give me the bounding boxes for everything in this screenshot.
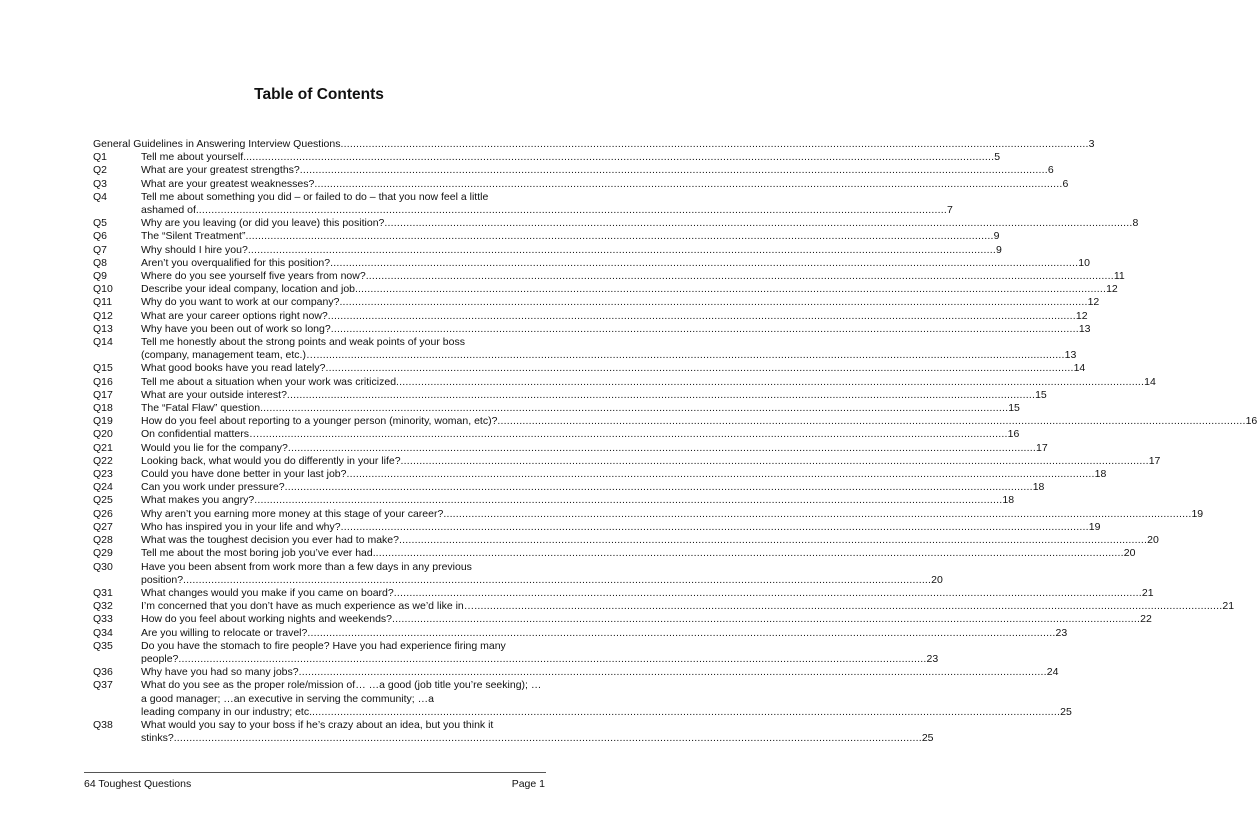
toc-dot-leader	[341, 521, 1089, 534]
toc-entry-line	[141, 652, 939, 666]
toc-entry[interactable]	[93, 164, 1054, 177]
toc-entry-text: Are you willing to relocate or travel?	[141, 626, 308, 639]
toc-dot-leader	[178, 653, 926, 666]
toc-question-number: Q34	[93, 626, 113, 639]
toc-entry-line	[141, 256, 1090, 270]
toc-question-number: Q38	[93, 718, 113, 731]
toc-entry-line	[141, 217, 1139, 230]
toc-page-number: 21	[1222, 600, 1235, 613]
toc-page-number: 14	[1144, 375, 1156, 388]
toc-entry[interactable]	[93, 481, 1045, 494]
toc-question-number: Q12	[93, 309, 113, 322]
toc-entry[interactable]	[93, 560, 943, 587]
toc-dot-leader	[328, 310, 1076, 323]
toc-entry-body	[141, 454, 1161, 468]
toc-dot-leader	[325, 362, 1073, 375]
toc-dot-leader	[392, 613, 1140, 626]
toc-dot-leader	[331, 323, 1079, 336]
toc-entry-text: Aren’t you overqualified for this position?	[141, 256, 331, 269]
toc-entry[interactable]	[93, 336, 1077, 362]
toc-entry-line	[141, 613, 1152, 626]
toc-page-number: 23	[926, 652, 939, 665]
toc-entry-body	[141, 494, 1015, 507]
toc-question-number: Q5	[93, 217, 108, 230]
toc-entry-text: ashamed of.	[141, 204, 199, 217]
toc-entry[interactable]	[93, 441, 1048, 455]
toc-page-number: 13	[1078, 322, 1091, 335]
toc-entry-line	[141, 732, 934, 745]
toc-entry-body	[141, 217, 1139, 230]
toc-dot-leader	[340, 138, 1088, 151]
toc-question-number: Q7	[93, 243, 108, 256]
toc-page-number: 12	[1087, 296, 1100, 309]
toc-entry[interactable]	[93, 362, 1086, 375]
toc-entry-text: What good books have you read lately?	[141, 362, 326, 375]
toc-question-number: Q31	[93, 586, 113, 599]
toc-entry[interactable]	[93, 626, 1068, 640]
toc-page-number: 20	[931, 573, 943, 586]
footer-page-number: Page 1	[511, 778, 545, 790]
toc-entry-body	[141, 520, 1101, 534]
toc-entry-line	[141, 151, 1001, 164]
toc-dot-leader	[299, 666, 1047, 679]
toc-entry-line	[141, 283, 1118, 296]
toc-entry-body	[141, 613, 1152, 626]
toc-entry-text: leading company in our industry; etc.	[141, 705, 313, 718]
toc-dot-leader	[260, 402, 1008, 415]
toc-entry[interactable]	[93, 322, 1091, 336]
toc-entry[interactable]	[93, 494, 1015, 507]
toc-page-number: 12	[1075, 309, 1088, 322]
toc-entry-line	[141, 468, 1107, 481]
toc-dot-leader	[497, 415, 1245, 428]
toc-question-number: Q25	[93, 494, 113, 507]
toc-dot-leader	[396, 376, 1144, 389]
toc-page-number: 19	[1191, 507, 1204, 520]
toc-dot-leader	[246, 151, 994, 164]
toc-entry-line	[141, 230, 1000, 243]
toc-entry-text: Tell me about yourself.	[141, 151, 247, 164]
toc-entry[interactable]	[93, 679, 1072, 719]
toc-entry-body	[141, 362, 1086, 375]
toc-page-number: 15	[1035, 388, 1047, 401]
toc-page-number: 3	[1088, 138, 1095, 150]
toc-entry-text: Could you have done better in your last job?	[141, 468, 347, 481]
toc-page-number: 18	[1002, 494, 1015, 507]
toc-entry-line	[141, 243, 1002, 257]
toc-entry-line	[141, 573, 943, 587]
toc-entry-line	[141, 428, 1020, 441]
toc-entry-body	[141, 164, 1054, 177]
toc-entry-body	[93, 138, 1095, 151]
toc-entry-body	[141, 270, 1125, 283]
toc-dot-leader	[259, 428, 1007, 441]
toc-entry[interactable]	[93, 190, 953, 217]
toc-entry-line	[141, 349, 1077, 362]
toc-entry-body	[141, 388, 1047, 402]
toc-dot-leader	[288, 442, 1036, 455]
toc-dot-leader	[339, 296, 1087, 309]
toc-entry-body	[141, 547, 1136, 560]
toc-page-number: 6	[1047, 164, 1054, 177]
toc-entry-body	[141, 481, 1045, 494]
toc-entry-text: What are your greatest weaknesses?	[141, 177, 315, 190]
toc-page-number: 18	[1032, 481, 1045, 494]
toc-entry-text-first-line: What would you say to your boss if he’s crazy about an idea, but you think it	[141, 718, 494, 731]
toc-entry[interactable]	[93, 138, 1095, 151]
toc-entry-body	[141, 626, 1068, 640]
toc-dot-leader	[314, 178, 1062, 191]
toc-page-number: 6	[1062, 177, 1069, 190]
toc-entry[interactable]	[93, 468, 1107, 481]
toc-question-number: Q37	[93, 679, 113, 692]
toc-dot-leader	[316, 349, 1064, 362]
toc-entry-text: Who has inspired you in your life and why?	[141, 520, 341, 533]
toc-dot-leader	[174, 732, 922, 745]
toc-entry-text: Why have you been out of work so long?	[141, 322, 331, 335]
toc-question-number: Q22	[93, 454, 113, 467]
toc-page-number: 24	[1046, 666, 1059, 679]
toc-dot-leader	[307, 627, 1055, 640]
toc-entry-body	[141, 666, 1059, 679]
toc-question-number: Q9	[93, 270, 108, 283]
toc-entry-body	[141, 639, 939, 666]
toc-entry-text: Tell me about the most boring job you’ve ever had.	[141, 547, 376, 560]
toc-entry-body	[141, 402, 1020, 415]
toc-page-number: 20	[1123, 547, 1136, 560]
toc-entry[interactable]	[93, 230, 1000, 243]
toc-dot-leader	[248, 244, 996, 257]
toc-page-number: 12	[1106, 283, 1118, 296]
toc-entry-body	[141, 243, 1002, 257]
toc-entry[interactable]	[93, 402, 1020, 415]
toc-dot-leader	[474, 600, 1222, 613]
toc-page-number: 5	[994, 151, 1001, 164]
toc-entry-body	[141, 718, 934, 745]
toc-page-number: 23	[1055, 626, 1068, 639]
toc-entry-body	[141, 322, 1091, 336]
toc-page-number: 14	[1073, 362, 1086, 375]
toc-dot-leader	[346, 468, 1094, 481]
toc-question-number: Q8	[93, 256, 108, 269]
toc-entry-text: What changes would you make if you came on board?	[141, 586, 394, 599]
toc-question-number: Q6	[93, 230, 108, 243]
toc-entry-text: Tell me about a situation when your work was criticized	[141, 375, 397, 388]
toc-entry-line	[141, 362, 1086, 375]
toc-question-number: Q26	[93, 507, 113, 520]
toc-entry[interactable]	[93, 428, 1020, 441]
toc-entry-body	[141, 428, 1020, 441]
toc-entry-body	[141, 296, 1100, 309]
toc-entry-line	[141, 507, 1204, 521]
toc-entry-body	[141, 507, 1204, 521]
toc-entry-text: position?	[141, 573, 184, 586]
toc-entry[interactable]	[93, 666, 1059, 679]
table-of-contents	[93, 138, 1257, 745]
toc-entry[interactable]	[93, 177, 1069, 191]
toc-entry-text: General Guidelines in Answering Interview Questions	[93, 138, 341, 150]
toc-question-number: Q3	[93, 177, 108, 190]
toc-dot-leader	[399, 534, 1147, 547]
toc-entry-text: On confidential matters…	[141, 428, 260, 441]
toc-entry-line	[141, 270, 1125, 283]
toc-entry-body	[141, 600, 1235, 613]
toc-entry[interactable]	[93, 547, 1136, 560]
toc-page-number: 7	[946, 204, 953, 217]
toc-entry-text: The “Fatal Flaw” question	[141, 402, 261, 415]
toc-question-number: Q10	[93, 283, 113, 296]
toc-entry-line	[141, 626, 1068, 640]
toc-entry[interactable]	[93, 534, 1159, 547]
toc-entry-text-first-line: Have you been absent from work more than a few days in any previous	[141, 560, 472, 573]
toc-question-number: Q36	[93, 666, 113, 679]
toc-entry-text: Looking back, what would you do differently in your life?	[141, 454, 401, 467]
toc-entry-line	[141, 309, 1088, 323]
toc-entry[interactable]	[93, 243, 1002, 257]
toc-entry-body	[141, 230, 1000, 243]
toc-dot-leader	[254, 494, 1002, 507]
toc-page-number: 25	[921, 732, 934, 745]
page-title: Table of Contents	[254, 86, 384, 103]
toc-entry-text: Why have you had so many jobs?	[141, 666, 299, 679]
toc-page-number: 25	[1060, 705, 1072, 718]
footer-divider	[84, 772, 546, 773]
toc-page-number: 16	[1245, 415, 1257, 428]
toc-entry-line	[141, 481, 1045, 494]
toc-entry-text-first-line: What do you see as the proper role/mission of… …a good (job title you’re seeking); …a good manager; …an executive in serving the community; …a	[141, 679, 542, 705]
toc-entry[interactable]	[93, 586, 1154, 600]
toc-entry-body	[141, 309, 1088, 323]
toc-question-number: Q17	[93, 388, 113, 401]
toc-question-number: Q13	[93, 322, 113, 335]
toc-entry-body	[141, 151, 1001, 164]
toc-page-number: 17	[1036, 441, 1048, 454]
toc-entry[interactable]	[93, 520, 1101, 534]
toc-page-number: 11	[1113, 270, 1125, 283]
toc-page-number: 17	[1148, 454, 1161, 467]
toc-entry-body	[141, 534, 1159, 547]
toc-dot-leader	[366, 270, 1114, 283]
toc-page-number: 8	[1132, 217, 1139, 230]
toc-entry[interactable]	[93, 375, 1156, 389]
toc-page-number: 16	[1007, 428, 1020, 441]
toc-question-number: Q21	[93, 441, 113, 454]
toc-entry-text: Describe your ideal company, location and job.	[141, 283, 358, 296]
toc-question-number: Q28	[93, 534, 113, 547]
toc-entry-line	[141, 547, 1136, 560]
toc-entry-line	[141, 322, 1091, 336]
toc-entry[interactable]	[93, 639, 939, 666]
toc-dot-leader	[401, 455, 1149, 468]
toc-dot-leader	[183, 574, 931, 587]
toc-entry[interactable]	[93, 507, 1204, 521]
toc-entry-text: I’m concerned that you don’t have as much experience as we’d like in…	[141, 600, 475, 613]
footer-document-title: 64 Toughest Questions	[84, 778, 192, 790]
toc-entry-text: Would you lie for the company?	[141, 441, 288, 454]
toc-question-number: Q16	[93, 375, 113, 388]
toc-entry-line	[93, 138, 1095, 151]
toc-entry-body	[141, 441, 1048, 455]
toc-question-number: Q14	[93, 336, 113, 349]
toc-page-number: 13	[1064, 349, 1077, 362]
toc-entry[interactable]	[93, 613, 1152, 626]
toc-entry-line	[141, 402, 1020, 415]
toc-page-number: 21	[1141, 586, 1154, 599]
toc-question-number: Q30	[93, 560, 113, 573]
toc-dot-leader	[330, 257, 1078, 270]
toc-question-number: Q29	[93, 547, 113, 560]
toc-entry-line	[141, 454, 1161, 468]
toc-question-number: Q11	[93, 296, 113, 309]
toc-entry[interactable]	[93, 270, 1125, 283]
toc-question-number: Q27	[93, 520, 113, 533]
toc-question-number: Q20	[93, 428, 113, 441]
toc-page-number: 15	[1008, 402, 1020, 415]
toc-dot-leader	[285, 481, 1033, 494]
toc-entry-body	[141, 560, 943, 587]
toc-entry-text: people?	[141, 652, 179, 665]
toc-entry[interactable]	[93, 388, 1047, 402]
toc-entry-line	[141, 204, 953, 217]
toc-entry-text: What makes you angry?	[141, 494, 255, 507]
toc-entry-text: Why aren’t you earning more money at this stage of your career?	[141, 507, 444, 520]
toc-question-number: Q35	[93, 639, 113, 652]
toc-entry[interactable]	[93, 217, 1139, 230]
toc-entry-body	[141, 468, 1107, 481]
toc-dot-leader	[358, 283, 1106, 296]
toc-page-number: 9	[995, 243, 1002, 256]
toc-entry-line	[141, 494, 1015, 507]
toc-entry-body	[141, 283, 1118, 296]
toc-question-number: Q2	[93, 164, 108, 177]
toc-entry[interactable]	[93, 718, 934, 745]
toc-entry-line	[141, 586, 1154, 600]
toc-dot-leader	[376, 547, 1124, 560]
toc-question-number: Q4	[93, 190, 108, 203]
toc-entry-line	[141, 375, 1156, 389]
toc-entry[interactable]	[93, 454, 1161, 468]
toc-question-number: Q32	[93, 600, 113, 613]
toc-question-number: Q1	[93, 151, 108, 164]
toc-entry-text: The “Silent Treatment”	[141, 230, 246, 243]
toc-dot-leader	[384, 217, 1132, 230]
toc-entry-text: Where do you see yourself five years from now?	[141, 270, 366, 283]
toc-page-number: 9	[993, 230, 1000, 243]
toc-entry-body	[141, 679, 1072, 719]
toc-entry-line	[141, 520, 1101, 534]
toc-question-number: Q15	[93, 362, 113, 375]
toc-entry-text: Why should I hire you?	[141, 243, 248, 256]
toc-entry-body	[141, 177, 1069, 191]
toc-entry[interactable]	[93, 415, 1257, 428]
toc-entry-body	[141, 190, 953, 217]
toc-entry-line	[141, 164, 1054, 177]
toc-entry-line	[141, 296, 1100, 309]
toc-entry-text: What are your outside interest?	[141, 388, 287, 401]
toc-dot-leader	[287, 389, 1035, 402]
toc-entry-text: Why do you want to work at our company?	[141, 296, 340, 309]
toc-entry-line	[141, 666, 1059, 679]
toc-entry-text: Why are you leaving (or did you leave) this position?	[141, 217, 385, 230]
toc-entry[interactable]	[93, 309, 1088, 323]
toc-page-number: 22	[1140, 613, 1152, 626]
toc-entry-body	[141, 336, 1077, 362]
toc-entry-text: What are your career options right now?	[141, 309, 328, 322]
toc-entry-text: What was the toughest decision you ever had to make?	[141, 534, 399, 547]
toc-entry[interactable]	[93, 283, 1118, 296]
toc-dot-leader	[443, 508, 1191, 521]
toc-dot-leader	[394, 587, 1142, 600]
toc-entry-body	[141, 256, 1090, 270]
toc-page-number: 19	[1088, 520, 1101, 533]
toc-question-number: Q18	[93, 402, 113, 415]
toc-dot-leader	[199, 204, 947, 217]
toc-question-number: Q33	[93, 613, 113, 626]
toc-entry-text: Can you work under pressure?	[141, 481, 285, 494]
toc-question-number: Q24	[93, 481, 113, 494]
toc-entry[interactable]	[93, 151, 1001, 164]
toc-entry-line	[141, 415, 1257, 428]
toc-dot-leader	[245, 230, 993, 243]
toc-entry-line	[141, 177, 1069, 191]
toc-entry-line	[141, 388, 1047, 402]
toc-entry-body	[141, 586, 1154, 600]
toc-entry-line	[141, 600, 1235, 613]
toc-entry-line	[141, 705, 1072, 719]
toc-entry[interactable]	[93, 600, 1235, 613]
toc-entry-body	[141, 375, 1156, 389]
toc-page-number: 10	[1078, 256, 1090, 269]
toc-page-number: 20	[1147, 534, 1159, 547]
toc-entry-text: stinks?	[141, 732, 174, 745]
toc-entry-text: How do you feel about working nights and weekends?	[141, 613, 392, 626]
toc-entry-line	[141, 441, 1048, 455]
toc-dot-leader	[312, 706, 1060, 719]
toc-question-number: Q23	[93, 468, 113, 481]
toc-entry-text: What are your greatest strengths?	[141, 164, 300, 177]
toc-page-number: 18	[1094, 468, 1107, 481]
toc-dot-leader	[300, 164, 1048, 177]
toc-entry-line	[141, 534, 1159, 547]
toc-entry-text: How do you feel about reporting to a younger person (minority, woman, etc)?	[141, 415, 498, 428]
toc-entry-body	[141, 415, 1257, 428]
toc-question-number: Q19	[93, 415, 113, 428]
toc-entry-text-first-line: Tell me honestly about the strong points and weak points of your boss	[141, 336, 465, 349]
toc-entry[interactable]	[93, 256, 1090, 270]
toc-entry[interactable]	[93, 296, 1100, 309]
toc-entry-text-first-line: Do you have the stomach to fire people? Have you had experience firing many	[141, 639, 506, 652]
toc-entry-text: (company, management team, etc.)…	[141, 349, 317, 362]
toc-entry-text-first-line: Tell me about something you did – or failed to do – that you now feel a little	[141, 190, 489, 203]
